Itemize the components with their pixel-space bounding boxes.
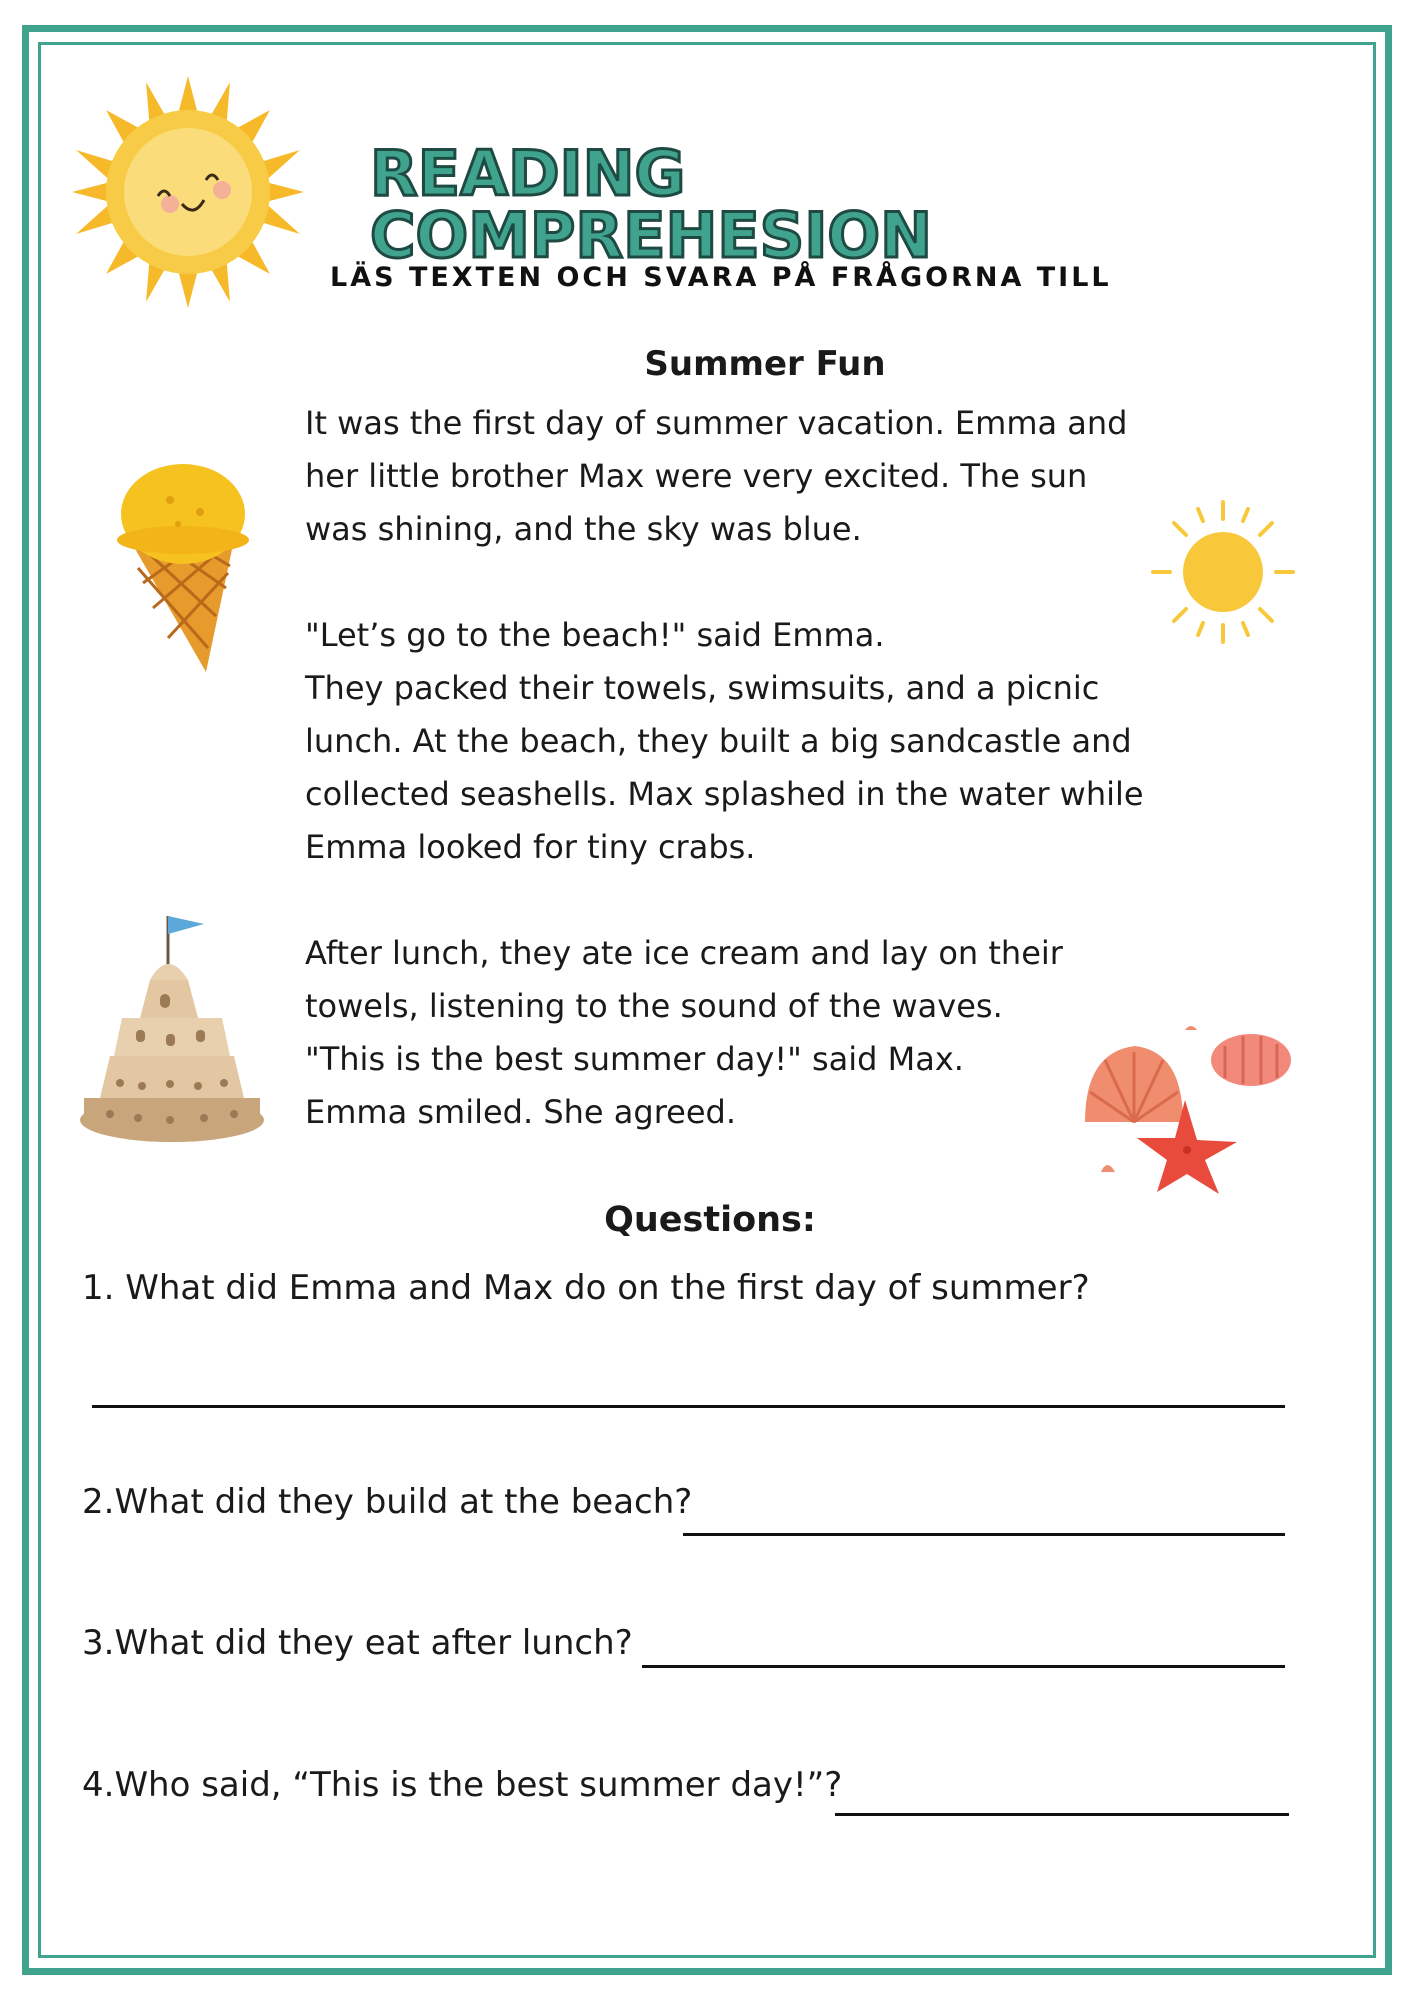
answer-line-3[interactable]: [642, 1665, 1285, 1668]
story-line: towels, listening to the sound of the waves.: [305, 987, 1003, 1025]
story-line: lunch. At the beach, they built a big sandcastle and: [305, 722, 1132, 760]
story-paragraph: [305, 609, 1255, 874]
smiling-sun-icon: [70, 72, 306, 312]
story-line: "Let’s go to the beach!" said Emma.: [305, 616, 885, 654]
story-paragraph: [305, 397, 1255, 556]
story-line: was shining, and the sky was blue.: [305, 510, 862, 548]
question-1: 1. What did Emma and Max do on the first day of summer?: [82, 1268, 1090, 1308]
answer-line-1[interactable]: [92, 1405, 1285, 1408]
story-line: Emma smiled. She agreed.: [305, 1093, 736, 1131]
questions-heading: Questions:: [604, 1200, 816, 1240]
story-line: It was the first day of summer vacation. Emma and: [305, 404, 1128, 442]
story-line: "This is the best summer day!" said Max.: [305, 1040, 964, 1078]
question-3: 3.What did they eat after lunch?: [82, 1623, 633, 1663]
story-line: her little brother Max were very excited. The sun: [305, 457, 1088, 495]
question-2: 2.What did they build at the beach?: [82, 1482, 693, 1522]
story-line: They packed their towels, swimsuits, and a picnic: [305, 669, 1100, 707]
sandcastle-icon: [80, 908, 264, 1144]
story-title: Summer Fun: [644, 344, 886, 384]
story-line: After lunch, they ate ice cream and lay on their: [305, 934, 1063, 972]
seashells-starfish-icon: [1075, 1022, 1295, 1197]
page-title: READING COMPREHESION: [370, 137, 932, 272]
story-line: Emma looked for tiny crabs.: [305, 828, 756, 866]
answer-line-2[interactable]: [683, 1533, 1285, 1536]
ice-cream-cone-icon: [108, 448, 258, 674]
story-line: collected seashells. Max splashed in the water while: [305, 775, 1144, 813]
question-4: 4.Who said, “This is the best summer day!”?: [82, 1765, 843, 1805]
instructions-subtitle: LÄS TEXTEN OCH SVARA PÅ FRÅGORNA TILL: [330, 262, 1112, 293]
answer-line-4[interactable]: [835, 1813, 1289, 1816]
